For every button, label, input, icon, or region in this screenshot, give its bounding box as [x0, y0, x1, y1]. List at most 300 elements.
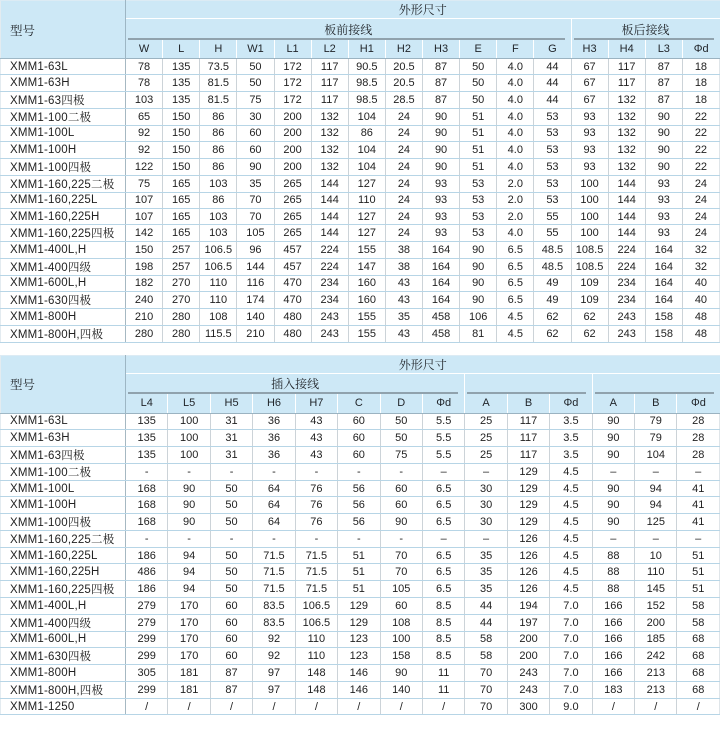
t2-model-column-header: 型号: [1, 355, 126, 413]
value-cell: 24: [385, 192, 422, 208]
dimension-column-header: H5: [210, 394, 252, 413]
table-row: [1, 446, 720, 463]
model-cell: XMM1-1250: [1, 698, 126, 715]
value-cell: 22: [682, 125, 719, 141]
value-cell: 183: [592, 681, 634, 698]
value-cell: 144: [608, 208, 645, 224]
value-cell: 166: [592, 631, 634, 648]
value-cell: 100: [168, 446, 210, 463]
value-cell: 243: [507, 681, 549, 698]
value-cell: 470: [274, 275, 311, 291]
value-cell: 94: [168, 564, 210, 581]
value-cell: 87: [423, 59, 460, 75]
table-row: [1, 158, 720, 175]
value-cell: 106.5: [200, 242, 237, 258]
value-cell: –: [635, 530, 677, 547]
model-cell: XMM1-100L: [1, 125, 126, 141]
value-cell: 170: [168, 648, 210, 665]
value-cell: 4.0: [497, 142, 534, 158]
value-cell: 257: [163, 242, 200, 258]
value-cell: 103: [200, 225, 237, 242]
t2-body: [1, 413, 720, 715]
value-cell: 50: [380, 430, 422, 447]
value-cell: 166: [592, 665, 634, 682]
dimension-column-header: B: [507, 394, 549, 413]
value-cell: 53: [534, 158, 571, 175]
value-cell: 265: [274, 208, 311, 224]
value-cell: 73.5: [200, 59, 237, 75]
value-cell: 65: [126, 108, 163, 125]
wiring-group-header: 板前接线: [126, 19, 572, 40]
value-cell: -: [253, 463, 295, 480]
value-cell: 122: [126, 158, 163, 175]
dimension-column-header: L1: [274, 40, 311, 59]
table-row: [1, 175, 720, 192]
model-cell: XMM1-160,225四极: [1, 225, 126, 242]
value-cell: 30: [465, 497, 507, 514]
wiring-group-header-empty: [465, 373, 592, 394]
value-cell: 75: [237, 91, 274, 108]
model-cell: XMM1-400L,H: [1, 242, 126, 258]
value-cell: -: [295, 463, 337, 480]
value-cell: 24: [385, 158, 422, 175]
value-cell: 50: [237, 75, 274, 91]
value-cell: 90: [460, 258, 497, 275]
value-cell: 48.5: [534, 242, 571, 258]
value-cell: 43: [385, 325, 422, 342]
value-cell: 67: [571, 59, 608, 75]
value-cell: 60: [210, 614, 252, 631]
value-cell: 135: [163, 75, 200, 91]
value-cell: 305: [126, 665, 168, 682]
value-cell: 165: [163, 208, 200, 224]
dimension-column-header: Φd: [677, 394, 720, 413]
value-cell: 75: [380, 446, 422, 463]
model-cell: XMM1-800H: [1, 309, 126, 325]
value-cell: 257: [163, 258, 200, 275]
value-cell: 93: [571, 142, 608, 158]
model-cell: XMM1-800H,四极: [1, 681, 126, 698]
t2-header: [1, 355, 720, 413]
value-cell: 43: [295, 413, 337, 430]
table-row: [1, 309, 720, 325]
value-cell: 117: [311, 75, 348, 91]
model-cell: XMM1-100H: [1, 142, 126, 158]
model-cell: XMM1-160,225H: [1, 564, 126, 581]
value-cell: 129: [338, 614, 380, 631]
value-cell: 56: [338, 497, 380, 514]
value-cell: 224: [311, 258, 348, 275]
dimension-column-header: L2: [311, 40, 348, 59]
value-cell: 51: [338, 547, 380, 564]
value-cell: 22: [682, 158, 719, 175]
value-cell: 36: [253, 446, 295, 463]
value-cell: 10: [635, 547, 677, 564]
value-cell: 104: [348, 108, 385, 125]
dimension-column-header: H1: [348, 40, 385, 59]
value-cell: 90: [592, 413, 634, 430]
value-cell: 24: [682, 208, 719, 224]
value-cell: 93: [571, 125, 608, 141]
value-cell: 123: [338, 648, 380, 665]
value-cell: 30: [237, 108, 274, 125]
value-cell: 457: [274, 242, 311, 258]
value-cell: 51: [460, 108, 497, 125]
value-cell: 108: [200, 309, 237, 325]
value-cell: 155: [348, 242, 385, 258]
table-row: [1, 59, 720, 75]
value-cell: 300: [507, 698, 549, 715]
value-cell: 132: [608, 158, 645, 175]
value-cell: 60: [237, 142, 274, 158]
value-cell: 50: [210, 581, 252, 598]
value-cell: 90: [168, 497, 210, 514]
value-cell: 155: [348, 309, 385, 325]
value-cell: 50: [210, 480, 252, 497]
dimension-column-header: C: [338, 394, 380, 413]
value-cell: 90: [423, 108, 460, 125]
value-cell: 194: [507, 598, 549, 615]
value-cell: 480: [274, 309, 311, 325]
value-cell: 60: [210, 631, 252, 648]
value-cell: 98.5: [348, 91, 385, 108]
value-cell: 53: [460, 208, 497, 224]
value-cell: 146: [338, 665, 380, 682]
value-cell: 174: [237, 292, 274, 309]
value-cell: 94: [635, 480, 677, 497]
value-cell: 64: [253, 513, 295, 530]
value-cell: 164: [645, 292, 682, 309]
value-cell: 93: [645, 225, 682, 242]
value-cell: 40: [682, 275, 719, 291]
value-cell: 172: [274, 59, 311, 75]
dimension-column-header: Φd: [550, 394, 592, 413]
value-cell: 144: [608, 192, 645, 208]
value-cell: 90: [168, 480, 210, 497]
value-cell: 100: [571, 225, 608, 242]
t1-title-row: [1, 1, 720, 19]
value-cell: 148: [295, 681, 337, 698]
value-cell: /: [210, 698, 252, 715]
value-cell: 234: [608, 275, 645, 291]
value-cell: 70: [380, 547, 422, 564]
value-cell: 31: [210, 446, 252, 463]
value-cell: 22: [682, 108, 719, 125]
value-cell: 7.0: [550, 665, 592, 682]
value-cell: /: [253, 698, 295, 715]
value-cell: 62: [534, 325, 571, 342]
value-cell: 2.0: [497, 192, 534, 208]
value-cell: 126: [507, 581, 549, 598]
value-cell: 38: [385, 258, 422, 275]
value-cell: 51: [460, 142, 497, 158]
value-cell: 64: [253, 480, 295, 497]
value-cell: 83.5: [253, 614, 295, 631]
value-cell: 144: [311, 208, 348, 224]
value-cell: 2.0: [497, 208, 534, 224]
value-cell: 88: [592, 564, 634, 581]
table-row: [1, 275, 720, 291]
value-cell: 30: [465, 513, 507, 530]
table-row: [1, 463, 720, 480]
value-cell: 4.5: [550, 463, 592, 480]
value-cell: 7.0: [550, 598, 592, 615]
value-cell: 53: [534, 125, 571, 141]
table-row: [1, 192, 720, 208]
value-cell: 87: [645, 59, 682, 75]
value-cell: 4.5: [497, 309, 534, 325]
value-cell: 60: [338, 430, 380, 447]
dimension-column-header: G: [534, 40, 571, 59]
value-cell: 135: [126, 413, 168, 430]
value-cell: –: [422, 463, 464, 480]
wiring-group-header-empty: [592, 373, 719, 394]
value-cell: 60: [338, 446, 380, 463]
value-cell: 168: [126, 480, 168, 497]
value-cell: 6.5: [422, 581, 464, 598]
value-cell: 7.0: [550, 681, 592, 698]
value-cell: 87: [423, 75, 460, 91]
value-cell: 35: [465, 564, 507, 581]
value-cell: 38: [385, 242, 422, 258]
value-cell: 200: [274, 142, 311, 158]
value-cell: 150: [163, 108, 200, 125]
value-cell: 170: [168, 631, 210, 648]
value-cell: 457: [274, 258, 311, 275]
value-cell: 8.5: [422, 598, 464, 615]
value-cell: 93: [423, 208, 460, 224]
value-cell: 53: [534, 175, 571, 192]
plug-in-wiring-dimension-table: [0, 355, 720, 716]
value-cell: 20.5: [385, 75, 422, 91]
value-cell: 4.0: [497, 225, 534, 242]
value-cell: 4.5: [550, 581, 592, 598]
value-cell: 140: [380, 681, 422, 698]
value-cell: 210: [237, 325, 274, 342]
value-cell: 35: [385, 309, 422, 325]
value-cell: 60: [338, 413, 380, 430]
value-cell: 166: [592, 648, 634, 665]
value-cell: 53: [460, 225, 497, 242]
value-cell: 55: [534, 208, 571, 224]
value-cell: 5.5: [422, 430, 464, 447]
table-row: [1, 564, 720, 581]
value-cell: 168: [126, 497, 168, 514]
value-cell: 117: [608, 75, 645, 91]
value-cell: 164: [423, 275, 460, 291]
value-cell: 135: [163, 59, 200, 75]
value-cell: 51: [677, 581, 720, 598]
t1-overall-dimensions-header: 外形尺寸: [126, 1, 720, 19]
value-cell: 93: [571, 108, 608, 125]
value-cell: 50: [210, 513, 252, 530]
value-cell: 200: [507, 648, 549, 665]
value-cell: 107: [126, 208, 163, 224]
value-cell: 158: [380, 648, 422, 665]
value-cell: 41: [677, 497, 720, 514]
value-cell: 117: [507, 413, 549, 430]
value-cell: 106.5: [295, 614, 337, 631]
value-cell: 470: [274, 292, 311, 309]
table-row: [1, 614, 720, 631]
value-cell: 129: [507, 480, 549, 497]
value-cell: 182: [126, 275, 163, 291]
value-cell: 200: [507, 631, 549, 648]
value-cell: 9.0: [550, 698, 592, 715]
table-row: [1, 513, 720, 530]
value-cell: 7.0: [550, 631, 592, 648]
value-cell: 90: [423, 158, 460, 175]
value-cell: 103: [126, 91, 163, 108]
value-cell: 48: [682, 325, 719, 342]
value-cell: 24: [682, 225, 719, 242]
value-cell: 164: [423, 242, 460, 258]
value-cell: 160: [348, 292, 385, 309]
value-cell: 4.5: [550, 480, 592, 497]
model-cell: XMM1-160,225二极: [1, 175, 126, 192]
value-cell: 62: [571, 309, 608, 325]
value-cell: 117: [311, 59, 348, 75]
table-row: [1, 530, 720, 547]
value-cell: 86: [200, 192, 237, 208]
value-cell: 40: [682, 292, 719, 309]
value-cell: 93: [645, 175, 682, 192]
value-cell: 104: [635, 446, 677, 463]
value-cell: 90: [380, 665, 422, 682]
value-cell: 93: [423, 192, 460, 208]
value-cell: 53: [534, 142, 571, 158]
value-cell: 92: [253, 631, 295, 648]
value-cell: 106.5: [295, 598, 337, 615]
value-cell: 44: [465, 598, 507, 615]
value-cell: 28: [677, 446, 720, 463]
value-cell: 31: [210, 430, 252, 447]
value-cell: 20.5: [385, 59, 422, 75]
value-cell: -: [380, 463, 422, 480]
value-cell: 125: [635, 513, 677, 530]
value-cell: 200: [274, 125, 311, 141]
value-cell: 44: [534, 75, 571, 91]
value-cell: -: [295, 530, 337, 547]
t1-header: [1, 1, 720, 59]
value-cell: 160: [348, 275, 385, 291]
value-cell: 4.5: [550, 497, 592, 514]
dimension-column-header: Φd: [422, 394, 464, 413]
value-cell: 56: [338, 480, 380, 497]
value-cell: 93: [423, 225, 460, 242]
value-cell: –: [677, 530, 720, 547]
value-cell: 32: [682, 258, 719, 275]
value-cell: 53: [534, 192, 571, 208]
value-cell: 58: [677, 598, 720, 615]
value-cell: 147: [348, 258, 385, 275]
value-cell: 299: [126, 648, 168, 665]
table-row: [1, 497, 720, 514]
value-cell: 103: [200, 175, 237, 192]
value-cell: 51: [460, 158, 497, 175]
value-cell: 126: [507, 564, 549, 581]
value-cell: 96: [237, 242, 274, 258]
value-cell: 90: [645, 125, 682, 141]
value-cell: 51: [677, 547, 720, 564]
value-cell: 97: [253, 665, 295, 682]
value-cell: 164: [423, 258, 460, 275]
value-cell: 115.5: [200, 325, 237, 342]
value-cell: 117: [311, 91, 348, 108]
value-cell: 35: [237, 175, 274, 192]
value-cell: 6.5: [497, 242, 534, 258]
value-cell: 48.5: [534, 258, 571, 275]
value-cell: /: [168, 698, 210, 715]
value-cell: 90: [592, 446, 634, 463]
value-cell: /: [295, 698, 337, 715]
value-cell: 24: [385, 108, 422, 125]
value-cell: 270: [163, 275, 200, 291]
value-cell: 78: [126, 59, 163, 75]
model-cell: XMM1-100二极: [1, 463, 126, 480]
value-cell: 165: [163, 175, 200, 192]
table-row: [1, 665, 720, 682]
value-cell: 135: [163, 91, 200, 108]
value-cell: 35: [465, 581, 507, 598]
value-cell: 87: [210, 665, 252, 682]
value-cell: 152: [635, 598, 677, 615]
value-cell: 94: [168, 581, 210, 598]
value-cell: 53: [460, 175, 497, 192]
value-cell: 198: [126, 258, 163, 275]
value-cell: 109: [571, 292, 608, 309]
value-cell: 299: [126, 631, 168, 648]
value-cell: 265: [274, 175, 311, 192]
value-cell: 127: [348, 225, 385, 242]
value-cell: 144: [311, 175, 348, 192]
value-cell: 93: [423, 175, 460, 192]
value-cell: 2.0: [497, 175, 534, 192]
value-cell: 97: [253, 681, 295, 698]
value-cell: 6.5: [422, 564, 464, 581]
dimension-column-header: H7: [295, 394, 337, 413]
value-cell: 86: [200, 125, 237, 141]
t2-overall-dimensions-header: 外形尺寸: [126, 355, 720, 373]
value-cell: 165: [163, 192, 200, 208]
model-cell: XMM1-160,225L: [1, 192, 126, 208]
value-cell: 150: [126, 242, 163, 258]
value-cell: 144: [311, 225, 348, 242]
value-cell: 181: [168, 681, 210, 698]
value-cell: 24: [385, 125, 422, 141]
value-cell: 75: [126, 175, 163, 192]
table-row: [1, 108, 720, 125]
value-cell: 243: [507, 665, 549, 682]
value-cell: 132: [608, 125, 645, 141]
table-row: [1, 225, 720, 242]
value-cell: 486: [126, 564, 168, 581]
value-cell: 90: [460, 275, 497, 291]
model-cell: XMM1-800H,四极: [1, 325, 126, 342]
value-cell: 129: [507, 513, 549, 530]
value-cell: 70: [237, 192, 274, 208]
value-cell: 185: [635, 631, 677, 648]
value-cell: 60: [210, 648, 252, 665]
dimension-column-header: E: [460, 40, 497, 59]
value-cell: -: [168, 530, 210, 547]
value-cell: –: [677, 463, 720, 480]
value-cell: 90: [423, 142, 460, 158]
value-cell: 110: [635, 564, 677, 581]
value-cell: 100: [380, 631, 422, 648]
value-cell: 100: [571, 192, 608, 208]
value-cell: 62: [571, 325, 608, 342]
